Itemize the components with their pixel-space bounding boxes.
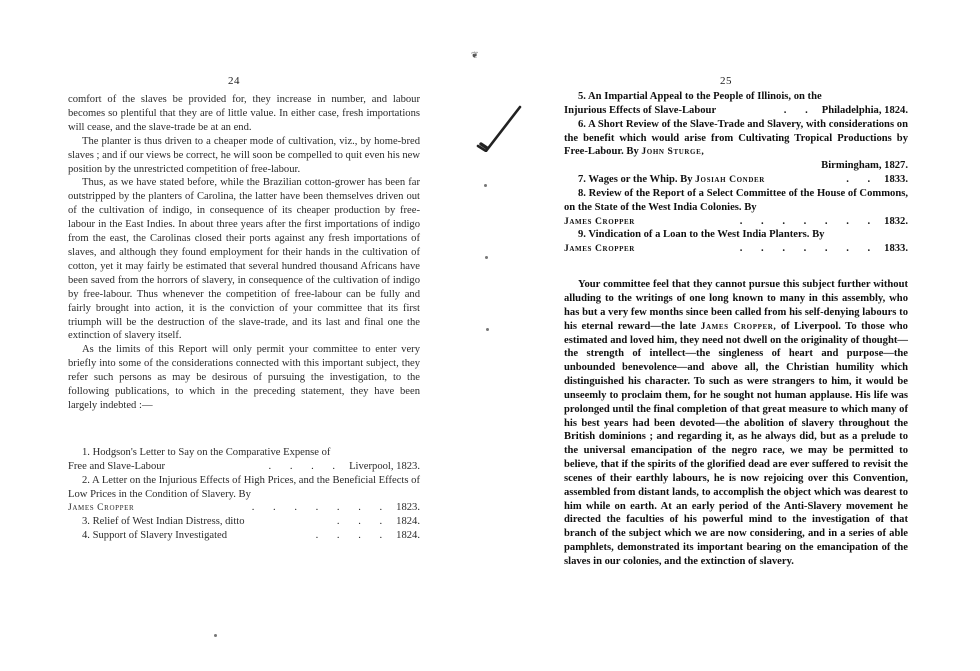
reference-item-4: 4. Support of Slavery Investigated . . . . 1824. [82,530,420,542]
reference-item-5: 5. An Impartial Appeal to the People of Illinois, on the [578,91,822,102]
paragraph: As the limits of this Report will only permit your committee to enter very briefly into some of the considerations connected with this important subject, they refer such persons as may be desirous of pursuing the investigation, to the following publications, to which in the preceding statement, they have been largely indebted :— [68,344,420,411]
right-page [490,0,980,671]
reference-list [68,446,420,543]
paragraph: Thus, as we have stated before, while the Brazilian cotton-grower has been far outstripped by the planters of Carolina, the latter have been themselves driven out of the cultivation of indigo, in consequence of its cheaper production by free-labour in the East Indies. In about three years after the first importations of indigo from the east, the Carolinas closed their ports against any fresh importations of slaves, and although they found employment for their hands in the cultivation of cotton, yet it may fairly be estimated that several hundred thousand Africans have been saved from the horrors of slavery, in consequence of the cultivation of indigo by free-labour. Thus whenever the competition of free-labour can be fully and fairly brought into action, it is the conviction of your committee that its first triumph will be the destruction of the slave-trade, and its last and final one the extinction of slavery itself. [68,177,420,342]
reference-list [564,90,908,256]
page-number-right: 25 [720,75,732,87]
tribute-paragraph: Your committee feel that they cannot pursue this subject further without alluding to the writings of one long known to many in this assembly, who has but a very few months since been called from his self-denying labours to his eternal reward—the late James Cropper, of Liverpool. To those who estimated and loved him, they need not dwell on the originality of thought—the strength of intellect—the singleness of heart and purpose—the unbounded benevolence—and above all, the Christian humility which distinguished his character. To such as were strangers to him, it would be unseemly to proclaim them, for he sought not human applause. His life was prolonged until the final completion of that great measure to which many of his best years had been devoted—the abolition of slavery throughout the British dominions ; and regarding it, as he always did, but as a prelude to the universal emancipation of the negro race, we may be permitted to believe, that if the spirits of the glorified dead are ever suffered to revisit the scenes of their earthly labours, he is now rejoicing over this Convention, assembled from distant lands, to accomplish the object which was dearest to him while on earth. At an early period of the Anti-Slavery movement he directed the faculties of his powerful mind to the investigation of that branch of the subject which we are now considering, and in a series of able pamphlets, demonstrated its important bearing on the emancipation of the slaves in our colonies, and the extinction of slavery. [564,279,908,567]
reference-item-6: 6. A Short Review of the Slave-Trade and Slavery, with considerations on the benefit which would arise from Cultivating Tropical Productions by Free-Labour. By John Sturge, [564,118,908,158]
margin-mark-top: ❦ [471,50,479,60]
paragraph: comfort of the slaves be provided for, they increase in number, and labour becomes so plentiful that they are of little value. In either case, fresh importations will cease, and the slave-trade be at an end. [68,94,420,133]
reference-item-1: 1. Hodgson's Letter to Say on the Comparative Expense of [82,446,331,458]
reference-item-3: 3. Relief of West Indian Distress, ditto . . . 1824. [82,516,420,528]
right-page-text [564,90,908,569]
reference-item-8-line: James Cropper . . . . . . . 1832. [564,215,908,227]
page-number-left: 24 [228,75,240,87]
reference-item-9-line: James Cropper . . . . . . . 1833. [564,243,908,255]
reference-item-6-place: Birmingham, 1827. [821,160,908,172]
reference-item-5-line: Injurious Effects of Slave-Labour . . Philadelphia, 1824. [564,104,908,116]
paragraph: The planter is thus driven to a cheaper mode of cultivation, viz., by home-bred slaves ; and if our views be correct, he will soon be compelled to quit even his new position by the unrestricted competition of free-labour. [68,135,420,175]
reference-item-7: 7. Wages or the Whip. By Josiah Conder . . 1833. [578,174,908,186]
reference-item-2-line: James Cropper . . . . . . . 1823. [68,502,420,514]
left-page-text [68,93,420,543]
reference-item-9: 9. Vindication of a Loan to the West India Planters. By [578,229,825,241]
reference-item-2: 2. A Letter on the Injurious Effects of High Prices, and the Beneficial Effects of Low Prices in the Condition of Slavery. By [68,474,420,500]
reference-item-1-line: Free and Slave-Labour . . . . Liverpool, 1823. [68,460,420,472]
reference-item-8: 8. Review of the Report of a Select Committee of the House of Commons, on the State of the West India Colonies. By [564,187,908,213]
